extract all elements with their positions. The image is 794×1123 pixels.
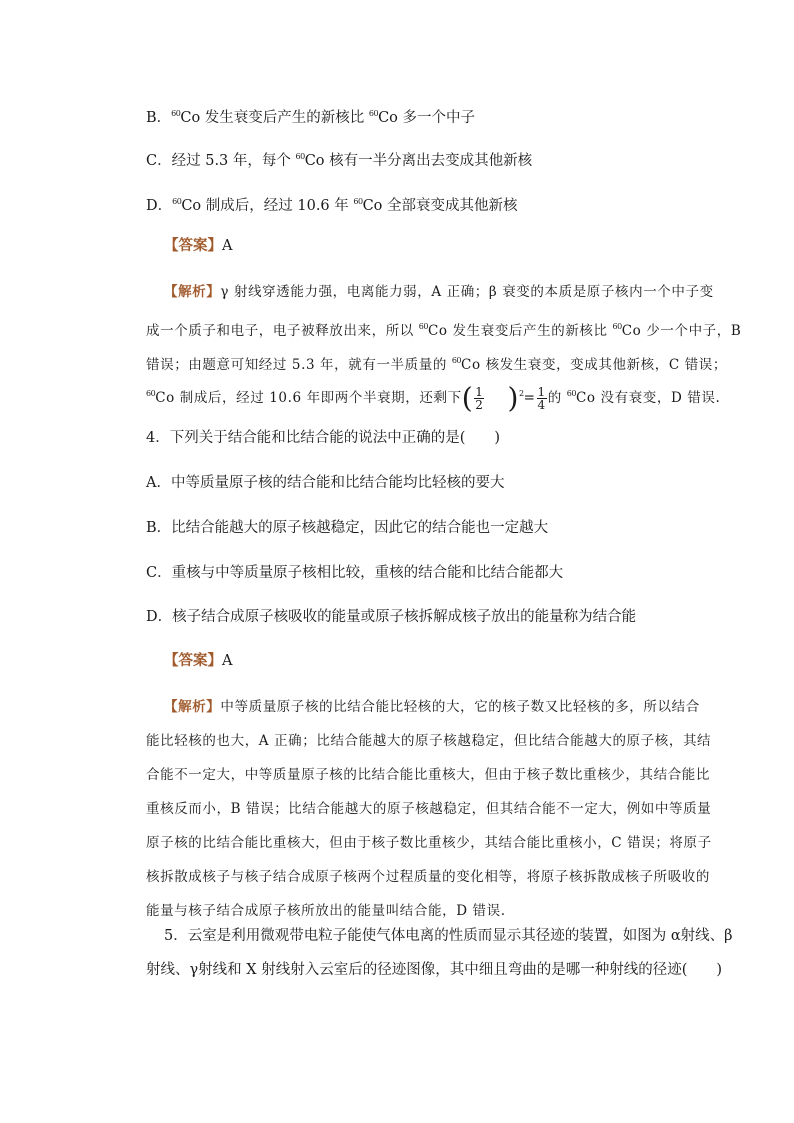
mass-number: 60 [146,389,156,398]
option-text: Co 全部衰变成其他新核 [362,198,518,214]
q3-answer [164,236,232,256]
mass-number: 60 [566,389,576,398]
explain-text: 成一个质子和电子，电子被释放出来，所以 [146,323,419,339]
q5-stem-line-1: 5．云室是利用微观带电粒子能使气体电离的性质而显示其径迹的装置，如图为 α射线、β [164,928,733,944]
explain-text: Co 少一个中子，B [621,323,742,339]
explain-text: Co 没有衰变，D 错误. [575,390,721,406]
option-text: Co 制成后，经过 10.6 年 [181,198,354,214]
explain-tag: 【解析】 [164,284,221,300]
q4-explain-line-3: 合能不一定大，中等质量原子核的比结合能比重核大，但由于核子数比重核少，其结合能比 [146,767,710,783]
fraction-numerator: 1 [537,385,546,399]
q3-option-d [146,192,518,216]
q3-explain-line-4 [146,381,721,415]
fraction-one-half [474,386,484,411]
explain-text: Co 发生衰变后产生的新核比 [427,323,613,339]
q4-answer [164,651,232,671]
q3-explain-line-2 [146,317,741,341]
explain-text: 中等质量原子核的比结合能比轻核的大，它的核子数又比轻核的多，所以结合 [220,699,700,715]
answer-value: A [222,653,233,669]
explain-text: γ 射线穿透能力强，电离能力弱，A 正确；β 衰变的本质是原子核内一个中子变 [220,284,714,300]
option-text: 经过 5.3 年，每个 [171,153,296,169]
mass-number: 60 [171,109,181,118]
q4-explain-line-5: 原子核的比结合能比重核大，但由于核子数比重核少，其结合能比重核小，C 错误；将原子 [146,835,712,851]
q4-explain-line-2: 能比轻核的也大，A 正确；比结合能越大的原子核越稳定，但比结合能越大的原子核，其结 [146,733,712,749]
q3-explain-line-3 [146,351,727,375]
mass-number: 60 [451,356,462,365]
mass-number: 60 [418,322,428,331]
q3-option-c [146,147,532,171]
explain-text: Co 制成后，经过 10.6 年即两个半衰期，还剩下 [155,390,462,406]
fraction-one-quarter [537,386,547,411]
answer-value: A [222,238,233,254]
q4-option-d: D．核子结合成原子核吸收的能量或原子核拆解成核子放出的能量称为结合能 [146,609,637,625]
q4-explain-line-1 [164,697,700,717]
option-label: C． [146,153,172,169]
explain-text: Co 核发生衰变，变成其他新核，C 错误； [461,357,727,373]
fraction-denominator: 2 [475,398,484,412]
fraction-denominator: 4 [537,398,546,412]
explain-text: 的 [547,390,567,406]
q3-option-b [146,104,475,128]
q4-option-b: B．比结合能越大的原子核越稳定，因此它的结合能也一定越大 [146,520,549,536]
option-label: D． [146,198,173,214]
explain-text: 错误；由题意可知经过 5.3 年，就有一半质量的 [146,357,452,373]
mass-number: 60 [368,109,379,118]
left-paren: ( [461,381,474,415]
q5-stem-line-2: 射线、γ射线和 X 射线射入云室后的径迹图像，其中细且弯曲的是哪一种射线的径迹( ) [146,962,723,978]
equals-sign: = [523,390,536,406]
option-label: B． [146,110,172,126]
mass-number: 60 [172,197,182,206]
mass-number: 60 [612,322,622,331]
q4-explain-line-4: 重核反而小，B 错误；比结合能越大的原子核越稳定，但其结合能不一定大，例如中等质量 [146,801,712,817]
q3-explain-line-1 [164,282,714,302]
right-paren: ) [507,381,519,415]
fraction-numerator: 1 [475,385,484,399]
q4-option-c: C．重核与中等质量原子核相比较，重核的结合能和比结合能都大 [146,565,564,581]
answer-tag: 【答案】 [164,237,222,254]
option-text: Co 多一个中子 [378,110,476,126]
mass-number: 60 [353,197,363,206]
option-text: Co 发生衰变后产生的新核比 [180,110,369,126]
exponent: 2 [519,389,524,398]
mass-number: 60 [295,152,305,161]
q4-explain-line-7: 能量与核子结合成原子核所放出的能量叫结合能，D 错误. [146,903,506,919]
explain-tag: 【解析】 [164,699,221,715]
q4-option-a: A．中等质量原子核的结合能和比结合能均比轻核的要大 [146,475,505,491]
q4-stem: 4．下列关于结合能和比结合能的说法中正确的是( ) [146,430,501,446]
answer-tag: 【答案】 [164,652,222,669]
q4-explain-line-6: 核拆散成核子与核子结合成原子核两个过程质量的变化相等，将原子核拆散成核子所吸收的 [146,869,710,885]
option-text: Co 核有一半分离出去变成其他新核 [304,153,533,169]
